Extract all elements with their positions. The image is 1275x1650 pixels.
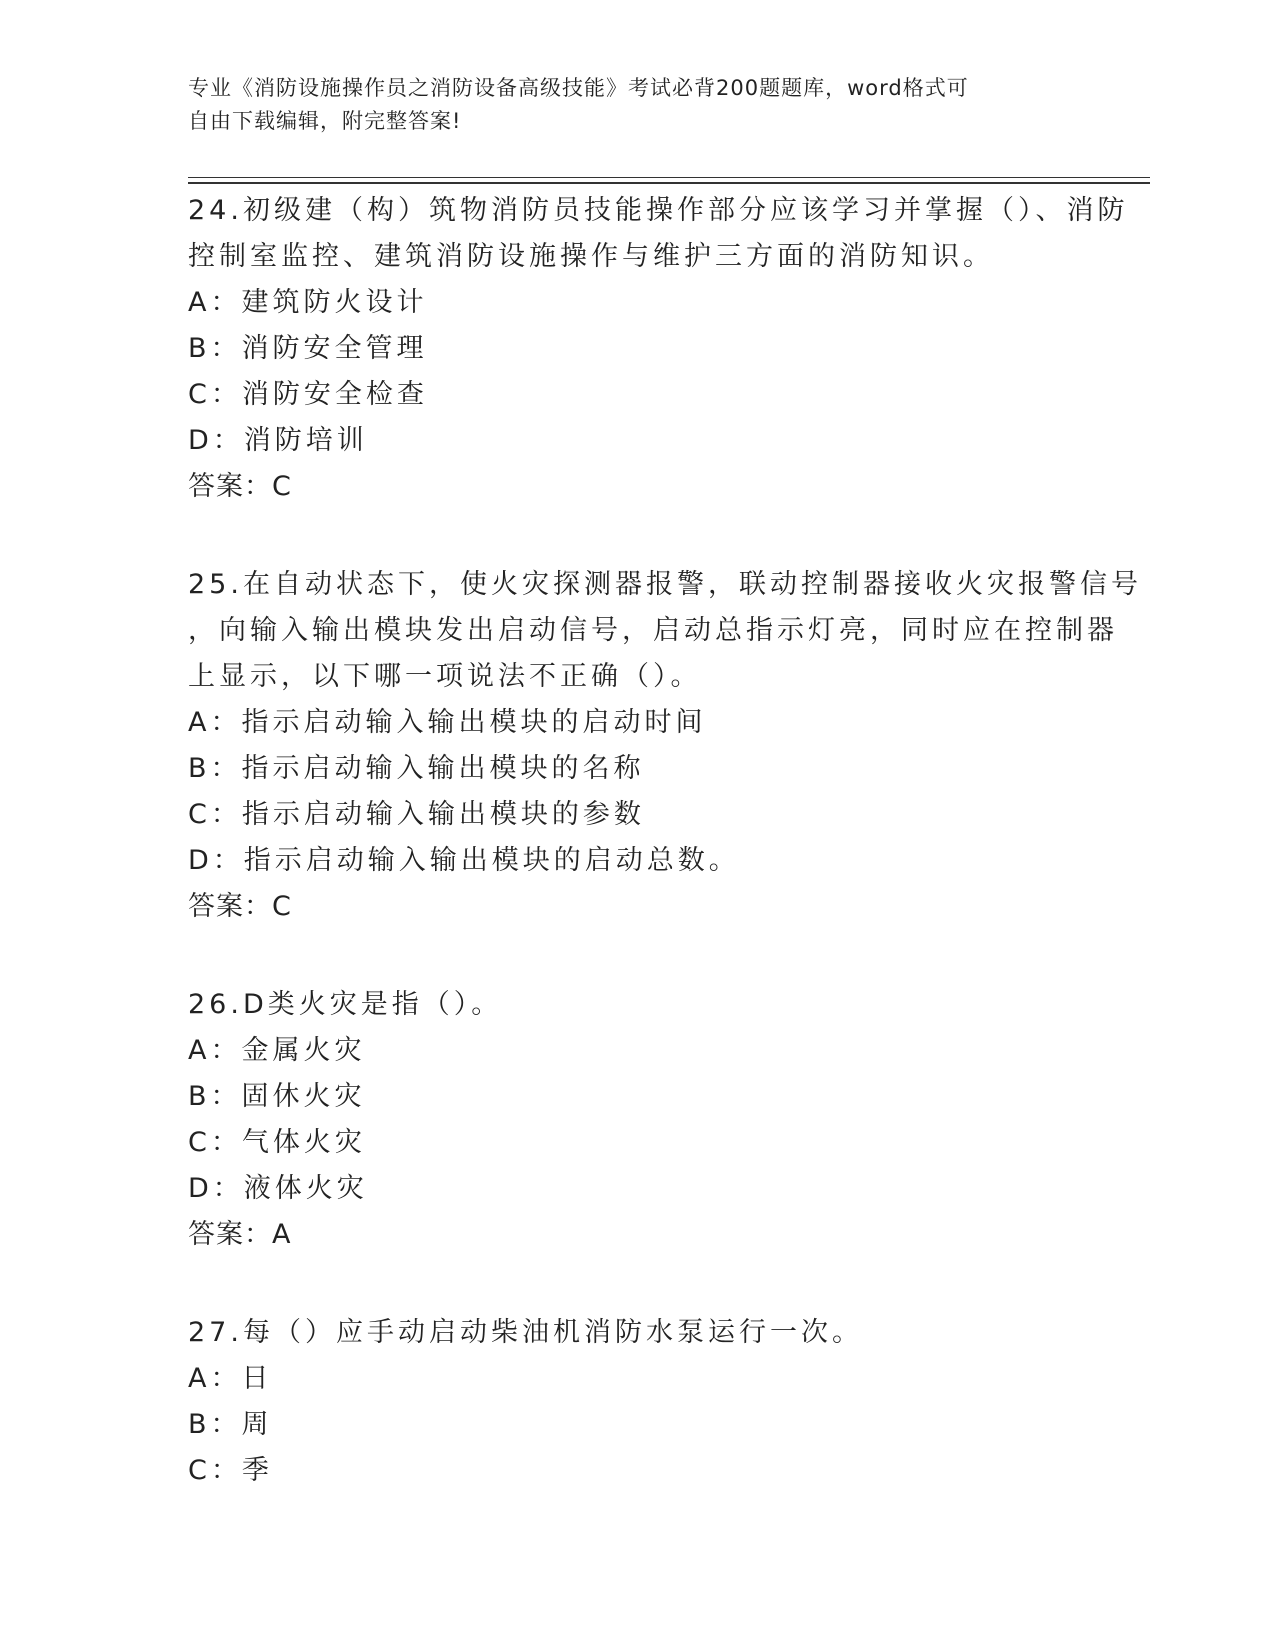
option-c: C：指示启动输入输出模块的参数: [188, 799, 645, 830]
question-text: 24.初级建（构）筑物消防员技能操作部分应该学习并掌握（）、消防: [188, 195, 1129, 226]
option-a: A：日: [188, 1363, 273, 1394]
answer: 答案：A: [188, 1219, 292, 1250]
option-c: C：季: [188, 1455, 273, 1486]
header-line-2: 自由下载编辑，附完整答案!: [188, 109, 462, 133]
option-c: C：气体火灾: [188, 1127, 366, 1158]
option-b: B：指示启动输入输出模块的名称: [188, 753, 645, 784]
question-26: [188, 982, 1088, 1258]
option-b: B：固休火灾: [188, 1081, 366, 1112]
question-text: 上显示，以下哪一项说法不正确（）。: [188, 661, 702, 692]
option-d: D：指示启动输入输出模块的启动总数。: [188, 845, 740, 876]
option-d: D：消防培训: [188, 425, 368, 456]
option-b: B：消防安全管理: [188, 333, 428, 364]
question-text: 控制室监控、建筑消防设施操作与维护三方面的消防知识。: [188, 241, 994, 272]
question-text: 27.每（）应手动启动柴油机消防水泵运行一次。: [188, 1317, 863, 1348]
header-divider-thin: [188, 177, 1150, 178]
question-text: 26.D类火灾是指（）。: [188, 989, 503, 1020]
option-a: A：指示启动输入输出模块的启动时间: [188, 707, 707, 738]
question-24: [188, 188, 1129, 510]
answer: 答案：C: [188, 471, 292, 502]
document-header: [188, 72, 1088, 138]
option-a: A：建筑防火设计: [188, 287, 428, 318]
question-list: [188, 188, 1142, 1546]
question-text: ，向输入输出模块发出启动信号，启动总指示灯亮，同时应在控制器: [188, 615, 1118, 646]
header-line-1: 专业《消防设施操作员之消防设备高级技能》考试必背200题题库，word格式可: [188, 76, 969, 100]
header-divider-thick: [188, 182, 1150, 184]
option-c: C：消防安全检查: [188, 379, 428, 410]
option-a: A：金属火灾: [188, 1035, 366, 1066]
answer: 答案：C: [188, 891, 292, 922]
question-25: [188, 562, 1142, 930]
option-b: B：周: [188, 1409, 273, 1440]
question-27: [188, 1310, 1088, 1494]
question-text: 25.在自动状态下，使火灾探测器报警，联动控制器接收火灾报警信号: [188, 569, 1142, 600]
option-d: D：液体火灾: [188, 1173, 368, 1204]
